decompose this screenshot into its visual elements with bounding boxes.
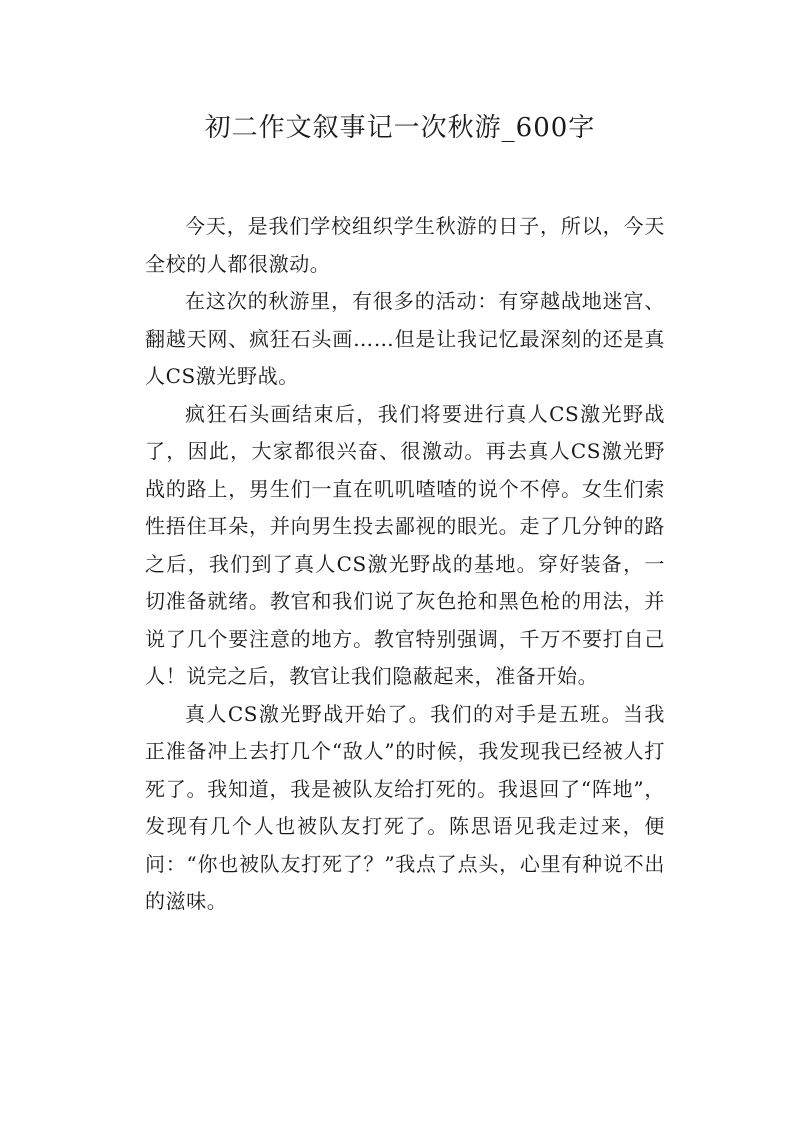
paragraph-3: 疯狂石头画结束后，我们将要进行真人CS激光野战了，因此，大家都很兴奋、很激动。再去真人CS激光野战的路上，男生们一直在叽叽喳喳的说个不停。女生们索性捂住耳朵，并向男生投去鄙视的眼光。走了几分钟的路之后，我们到了真人CS激光野战的基地。穿好装备，一切准备就绪。教官和我们说了灰色抢和黑色枪的用法，并说了几个要注意的地方。教官特别强调，千万不要打自己人！说完之后，教官让我们隐蔽起来，准备开始。 — [145, 401, 665, 688]
paragraph-4: 真人CS激光野战开始了。我们的对手是五班。当我正准备冲上去打几个“敌人”的时候，我发现我已经被人打死了。我知道，我是被队友给打死的。我退回了“阵地”，发现有几个人也被队友打死了。陈思语见我走过来，便问：“你也被队友打死了？”我点了点头，心里有种说不出的滋味。 — [145, 701, 665, 913]
paragraph-1: 今天，是我们学校组织学生秋游的日子，所以，今天全校的人都很激动。 — [145, 214, 665, 276]
paragraph-2: 在这次的秋游里，有很多的活动：有穿越战地迷宫、翻越天网、疯狂石头画……但是让我记忆最深刻的还是真人CS激光野战。 — [145, 289, 665, 388]
document-title: 初二作文叙事记一次秋游_600字 — [204, 113, 596, 143]
document-body — [145, 208, 665, 921]
